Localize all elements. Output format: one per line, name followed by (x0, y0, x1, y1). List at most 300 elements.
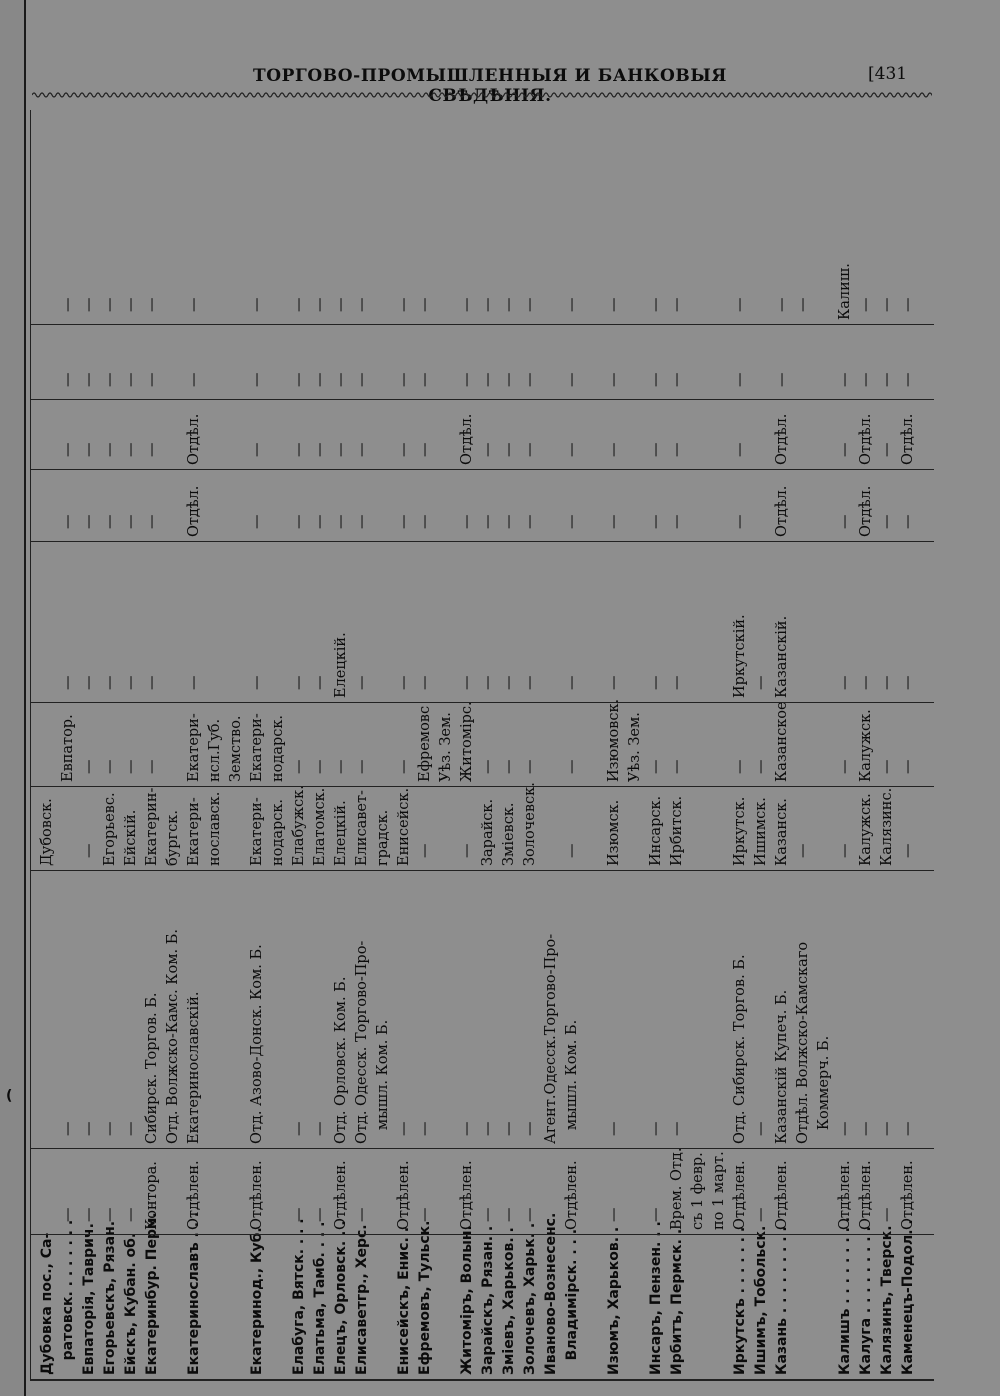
table-cell: — (249, 372, 265, 387)
table-cell: — (123, 297, 139, 312)
table-cell: — (354, 1207, 370, 1222)
table-cell: Елецкій. (333, 800, 349, 866)
table-cell: Отдѣлен. (837, 1160, 853, 1230)
column-branch-b (31, 400, 934, 470)
table-cell: Екатерин- (144, 787, 160, 866)
table-cell: Ишимск. (753, 797, 769, 866)
table-cell: — (480, 1207, 496, 1222)
table-cell: — (858, 372, 874, 387)
table-cell: — (186, 675, 202, 690)
table-cell: — (144, 514, 160, 529)
table-cell: Отдѣл. Волжско-Камскаго (795, 941, 811, 1144)
table-cell: — (102, 675, 118, 690)
table-cell: — (123, 675, 139, 690)
table-cell: — (417, 514, 433, 529)
table-cell: Елисаветгр., Херс. (354, 1224, 370, 1375)
table-cell: Отдѣлен. (858, 1160, 874, 1230)
table-cell: Ишимъ, Тобольск. (753, 1225, 769, 1375)
column-commercial-banks (31, 871, 934, 1149)
column-city-bank (31, 782, 934, 871)
page-header: ТОРГОВО-ПРОМЫШЛЕННЫЯ И БАНКОВЫЯ СВѢДѢНІЯ. (253, 66, 727, 106)
table-cell: — (81, 843, 97, 858)
table-cell: — (858, 1121, 874, 1136)
table-cell: — (417, 843, 433, 858)
table-cell: — (774, 297, 790, 312)
table-cell: Ейскъ, Кубан. об. (123, 1232, 139, 1375)
table-cell: — (354, 297, 370, 312)
table-cell: Отдѣлен. (564, 1160, 580, 1230)
table-cell: — (837, 759, 853, 774)
table-cell: нсл.Губ. (207, 718, 223, 782)
table-cell: — (606, 1207, 622, 1222)
table-cell: Елатьма, Тамб. . . . (312, 1221, 328, 1375)
table-cell: Отд. Сибирск. Торгов. Б. (732, 954, 748, 1144)
table-cell: — (312, 372, 328, 387)
table-cell: Владимірск. . . . (564, 1228, 580, 1375)
table-cell: — (522, 514, 538, 529)
table-cell: — (774, 372, 790, 387)
table-cell: Золочевск. (522, 782, 538, 866)
table-cell: — (732, 297, 748, 312)
table-cell: Отдѣл. (774, 413, 790, 465)
table-cell: — (186, 297, 202, 312)
table-cell: Контора. (144, 1161, 160, 1230)
table-cell: — (900, 675, 916, 690)
table-cell: Зміевск. (501, 802, 517, 866)
table-cell: Елабуга, Вятск. . . . (291, 1218, 307, 1375)
table-cell: бургск. (165, 810, 181, 866)
table-cell: Екатеринославскій. (186, 991, 202, 1144)
table-cell: Екатери- (186, 713, 202, 782)
table-cell: Уѣз. Зем. (438, 712, 454, 782)
table-cell: — (396, 514, 412, 529)
table-cell: — (417, 372, 433, 387)
table-cell: Екатеринод., Куб. (249, 1227, 265, 1375)
table-cell: Земство. (228, 715, 244, 782)
table-cell: — (480, 372, 496, 387)
table-cell: — (81, 675, 97, 690)
table-cell: Отдѣл. (900, 413, 916, 465)
table-cell: — (354, 675, 370, 690)
table-cell: нославск. (207, 791, 223, 866)
table-cell: — (417, 675, 433, 690)
table-cell: Инсаръ, Пензен. . . (648, 1221, 664, 1375)
table-cell: — (606, 442, 622, 457)
table-cell: — (81, 372, 97, 387)
table-cell: — (291, 372, 307, 387)
table-cell: Изюмъ, Харьков. . (606, 1226, 622, 1375)
table-cell: Уѣз. Зем. (627, 712, 643, 782)
table-cell: — (648, 1207, 664, 1222)
table-cell: — (81, 759, 97, 774)
table-cell: Отдѣлен. (396, 1160, 412, 1230)
table-cell: Екатеринбур. Перм. (144, 1212, 160, 1375)
table-cell: — (648, 1121, 664, 1136)
table-cell: — (81, 1121, 97, 1136)
table-cell: — (564, 843, 580, 858)
table-cell: Евпатор. (60, 714, 76, 782)
column-mutual-credit (31, 542, 934, 703)
table-cell: Казанскій. (774, 615, 790, 698)
table-cell: — (732, 442, 748, 457)
table-cell: — (522, 675, 538, 690)
table-cell: Екатери- (249, 713, 265, 782)
table-cell: — (396, 759, 412, 774)
table-cell: — (837, 514, 853, 529)
table-cell: — (522, 372, 538, 387)
table-cell: — (648, 675, 664, 690)
table-cell: Отдѣл. (858, 485, 874, 537)
table-cell: — (669, 1121, 685, 1136)
table-cell: Ефремовъ, Тульск. (417, 1220, 433, 1375)
table-cell: мышл. Ком. Б. (564, 1019, 580, 1144)
banks-table (31, 110, 934, 1380)
table-cell: — (522, 1207, 538, 1222)
table-cell: — (459, 843, 475, 858)
table-cell: — (648, 514, 664, 529)
table-cell: — (60, 442, 76, 457)
table-cell: Казань . . . . . . . . . (774, 1226, 790, 1375)
table-cell: — (732, 759, 748, 774)
table-cell: Золочевъ, Харьк. . (522, 1222, 538, 1375)
table-cell: — (144, 442, 160, 457)
table-cell: Зарайск. (480, 798, 496, 866)
table-cell: Евпаторія, Таврич. (81, 1223, 97, 1375)
table-cell: — (837, 843, 853, 858)
table-cell: Отдѣл. (186, 485, 202, 537)
table-cell: Иркутскій. (732, 614, 748, 698)
table-cell: — (102, 442, 118, 457)
table-cell: Егорьевс. (102, 792, 118, 866)
table-cell: — (501, 759, 517, 774)
table-cell: — (900, 843, 916, 858)
table-cell: — (81, 1207, 97, 1222)
wavy-rule (32, 90, 932, 100)
table-cell: — (501, 675, 517, 690)
table-cell: — (564, 759, 580, 774)
table-cell: — (291, 1207, 307, 1222)
table-cell: Отдѣл. (858, 413, 874, 465)
table-cell: — (249, 442, 265, 457)
table-cell: — (81, 442, 97, 457)
table-cell: — (753, 675, 769, 690)
binding-mark: ( (6, 1088, 13, 1104)
table-cell: ратовск. . . . . . . . (60, 1219, 76, 1375)
table-cell: — (123, 442, 139, 457)
table-cell: — (333, 759, 349, 774)
table-cell: Отдѣлен. (186, 1160, 202, 1230)
table-cell: — (837, 675, 853, 690)
table-cell: нодарск. (270, 798, 286, 866)
table-cell: — (522, 759, 538, 774)
table-cell: — (396, 442, 412, 457)
table-cell: Егорьевскъ, Рязан. (102, 1220, 118, 1375)
table-cell: — (669, 759, 685, 774)
table-cell: — (354, 514, 370, 529)
table-cell: — (900, 759, 916, 774)
table-cell: — (123, 759, 139, 774)
table-cell: — (900, 1121, 916, 1136)
table-cell: — (123, 1207, 139, 1222)
table-cell: Зміевъ, Харьков. . (501, 1227, 517, 1375)
table-cell: — (501, 1207, 517, 1222)
table-cell: — (501, 442, 517, 457)
table-cell: — (60, 675, 76, 690)
table-cell: — (879, 759, 895, 774)
table-frame (30, 110, 934, 1381)
table-cell: — (837, 1121, 853, 1136)
table-cell: — (837, 442, 853, 457)
table-cell: Отдѣлен. (249, 1160, 265, 1230)
table-cell: — (354, 372, 370, 387)
table-cell: — (60, 1121, 76, 1136)
table-cell: — (333, 442, 349, 457)
table-cell: — (102, 759, 118, 774)
table-cell: — (60, 372, 76, 387)
table-cell: — (291, 759, 307, 774)
table-cell: — (480, 442, 496, 457)
table-cell: — (81, 514, 97, 529)
table-cell: — (144, 759, 160, 774)
table-cell: Сибирск. Торгов. Б. (144, 992, 160, 1144)
table-cell: — (417, 1121, 433, 1136)
table-cell: — (312, 514, 328, 529)
table-cell: Отдѣлен. (774, 1160, 790, 1230)
table-cell: Калужск. (858, 709, 874, 782)
table-cell: — (669, 675, 685, 690)
table-cell: — (564, 675, 580, 690)
table-cell: — (501, 297, 517, 312)
table-cell: Врем. Отд. (669, 1147, 685, 1230)
table-cell: Калуга . . . . . . . . . (858, 1226, 874, 1375)
table-cell: Дубовка пос., Са- (39, 1232, 55, 1375)
table-cell: — (144, 372, 160, 387)
table-cell: Отдѣлен. (900, 1160, 916, 1230)
table-cell: — (522, 442, 538, 457)
table-cell: — (480, 759, 496, 774)
table-cell: — (333, 297, 349, 312)
table-cell: — (753, 1121, 769, 1136)
table-cell: Иваново-Вознесенс. (543, 1212, 559, 1375)
table-cell: — (123, 1121, 139, 1136)
table-cell: — (249, 675, 265, 690)
table-cell: — (480, 675, 496, 690)
table-cell: — (312, 1207, 328, 1222)
table-cell: — (501, 514, 517, 529)
table-cell: Ейскій. (123, 809, 139, 866)
table-cell: — (606, 675, 622, 690)
table-cell: — (879, 1121, 895, 1136)
table-cell: — (459, 372, 475, 387)
table-cell: — (459, 675, 475, 690)
table-cell: по 1 март. (711, 1151, 727, 1230)
table-cell: — (753, 759, 769, 774)
table-cell: — (669, 372, 685, 387)
table-cell: нодарск. (270, 714, 286, 782)
table-cell: Ефремовс (417, 705, 433, 782)
table-cell: Отдѣл. (774, 485, 790, 537)
table-cell: — (102, 297, 118, 312)
table-cell: — (249, 297, 265, 312)
table-cell: Инсарск. (648, 795, 664, 866)
column-branch-a (31, 470, 934, 542)
column-zemstvo-bank (31, 698, 934, 787)
table-cell: — (900, 372, 916, 387)
table-cell: — (81, 297, 97, 312)
table-cell: — (60, 1207, 76, 1222)
table-cell: Отд. Орловск. Ком. Б. (333, 976, 349, 1144)
table-cell: Екатери- (186, 797, 202, 866)
table-cell: Изюмск. (606, 799, 622, 866)
table-cell: — (459, 1121, 475, 1136)
table-cell: — (879, 514, 895, 529)
table-cell: — (900, 514, 916, 529)
table-cell: Казанское (774, 701, 790, 782)
table-cell: — (417, 442, 433, 457)
table-cell: — (102, 1207, 118, 1222)
table-cell: — (396, 372, 412, 387)
table-cell: Екатеринославъ . . . (186, 1211, 202, 1375)
table-cell: — (900, 297, 916, 312)
table-cell: съ 1 февр. (690, 1152, 706, 1230)
table-cell: Отдѣл. (459, 413, 475, 465)
table-cell: — (837, 372, 853, 387)
table-cell: — (102, 1121, 118, 1136)
table-cell: — (291, 1121, 307, 1136)
table-cell: — (186, 372, 202, 387)
table-cell: Ирбитск. (669, 795, 685, 866)
table-cell: — (291, 675, 307, 690)
table-cell: Отд. Азово-Донск. Ком. Б. (249, 944, 265, 1144)
table-cell: — (879, 675, 895, 690)
table-cell: Агент.Одесск.Торгово-Про- (543, 933, 559, 1144)
table-cell: — (879, 372, 895, 387)
table-cell: — (732, 514, 748, 529)
table-cell: — (480, 1121, 496, 1136)
table-cell: — (102, 372, 118, 387)
table-cell: Елатомск. (312, 787, 328, 866)
table-cell: — (858, 297, 874, 312)
table-cell: Енисейскъ, Енис. . (396, 1226, 412, 1375)
table-cell: — (417, 1207, 433, 1222)
table-cell: Калязинъ, Тверск. (879, 1225, 895, 1375)
table-cell: — (648, 759, 664, 774)
table-cell: Житомірс. (459, 701, 475, 782)
table-cell: — (522, 1121, 538, 1136)
table-cell: Дубовск. (39, 798, 55, 866)
table-cell: Елабужск. (291, 785, 307, 866)
table-cell: Отдѣлен. (333, 1160, 349, 1230)
table-cell: Ирбитъ, Пермск. . (669, 1228, 685, 1375)
table-cell: Екатери- (249, 797, 265, 866)
table-cell: — (480, 514, 496, 529)
table-cell: — (249, 514, 265, 529)
table-cell: Енисейск. (396, 787, 412, 866)
table-cell: Отд. Одесск. Торгово-Про- (354, 940, 370, 1144)
table-cell: — (459, 297, 475, 312)
table-cell: Елецъ, Орловск. . . (333, 1220, 349, 1375)
table-cell: — (123, 514, 139, 529)
table-cell: — (669, 514, 685, 529)
table-cell: Калишъ . . . . . . . . . (837, 1216, 853, 1375)
table-cell: — (564, 372, 580, 387)
table-cell: — (564, 297, 580, 312)
table-cell: — (879, 297, 895, 312)
table-cell: Отдѣлен. (459, 1160, 475, 1230)
table-cell: — (144, 297, 160, 312)
table-cell: Отдѣлен. (732, 1160, 748, 1230)
column-town (31, 1211, 934, 1380)
table-cell: — (417, 297, 433, 312)
table-cell: — (333, 372, 349, 387)
table-cell: Елецкій. (333, 632, 349, 698)
table-cell: — (291, 442, 307, 457)
table-cell: — (396, 675, 412, 690)
table-cell: — (564, 442, 580, 457)
table-cell: Житоміръ, Волын. (459, 1225, 475, 1375)
table-cell: — (648, 372, 664, 387)
page-binding (0, 0, 26, 1396)
table-cell: Елисавет- (354, 790, 370, 866)
table-cell: мышл. Ком. Б. (375, 1019, 391, 1144)
table-cell: Калязинс. (879, 787, 895, 866)
table-cell: — (312, 297, 328, 312)
table-cell: — (858, 675, 874, 690)
table-cell: — (795, 843, 811, 858)
table-cell: — (291, 297, 307, 312)
table-cell: — (669, 297, 685, 312)
table-cell: Отд. Волжско-Камс. Ком. Б. (165, 928, 181, 1144)
table-cell: — (669, 442, 685, 457)
table-cell: — (291, 514, 307, 529)
table-cell: — (312, 675, 328, 690)
table-cell: — (354, 759, 370, 774)
table-cell: — (396, 1121, 412, 1136)
table-cell: — (606, 297, 622, 312)
table-cell: Казанскій Купеч. Б. (774, 989, 790, 1144)
table-cell: — (144, 675, 160, 690)
table-cell: — (354, 442, 370, 457)
table-cell: Калужск. (858, 793, 874, 866)
table-cell: — (501, 372, 517, 387)
table-cell: Казанск. (774, 798, 790, 866)
table-cell: — (312, 759, 328, 774)
table-cell: — (753, 1207, 769, 1222)
table-cell: — (480, 297, 496, 312)
table-cell: — (879, 442, 895, 457)
table-cell: — (123, 372, 139, 387)
table-cell: — (606, 372, 622, 387)
table-cell: Иркутск. (732, 796, 748, 866)
table-cell: — (312, 1121, 328, 1136)
table-cell: Отдѣл. (186, 413, 202, 465)
table-cell: — (396, 297, 412, 312)
table-cell: — (879, 1207, 895, 1222)
table-cell: Иркутскъ . . . . . . . (732, 1226, 748, 1375)
table-cell: — (606, 514, 622, 529)
table-cell: Изюмовск. (606, 698, 622, 782)
column-col-8 (31, 325, 934, 400)
table-cell: — (648, 442, 664, 457)
table-cell: Каменецъ-Подол. . (900, 1219, 916, 1375)
table-cell: — (522, 297, 538, 312)
table-cell: — (564, 514, 580, 529)
column-state-bank (31, 1149, 934, 1235)
table-cell: Зарайскъ, Рязан. . (480, 1225, 496, 1375)
table-cell: Калиш. (837, 263, 853, 320)
table-cell: — (501, 1121, 517, 1136)
table-cell: градск. (375, 809, 391, 866)
